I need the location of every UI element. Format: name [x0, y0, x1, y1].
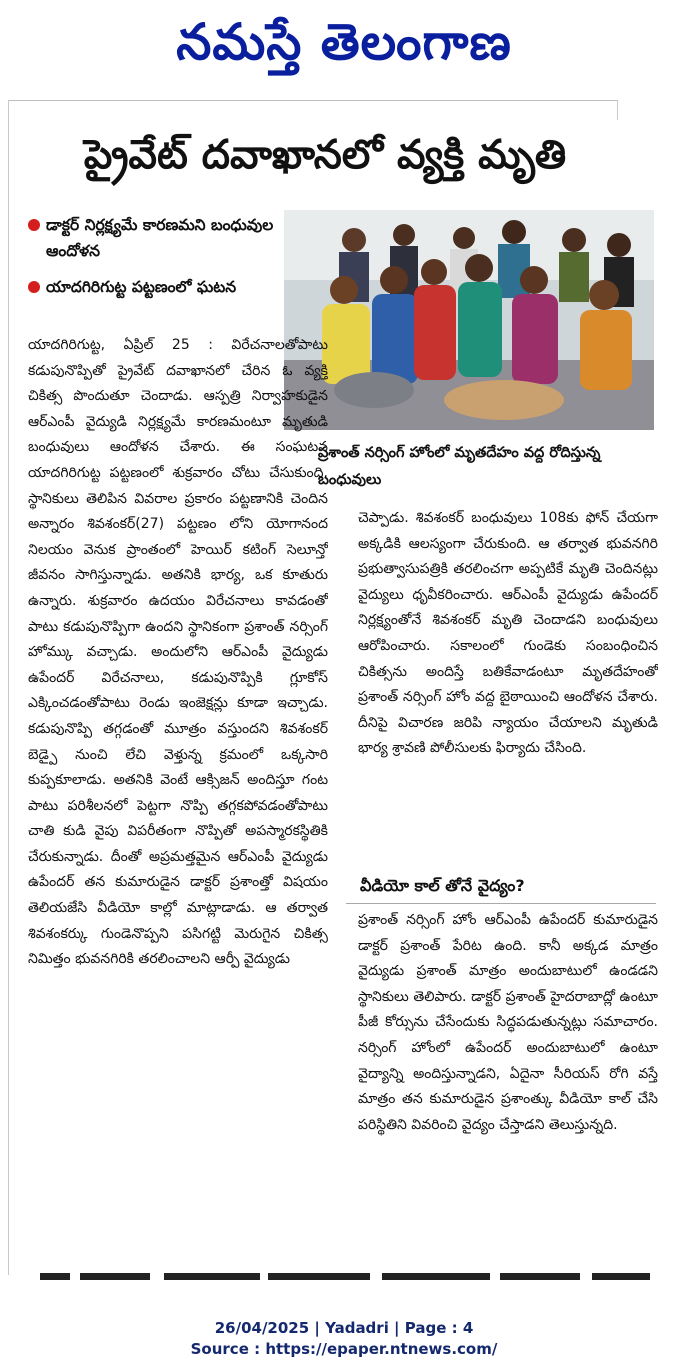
masthead: [0, 0, 688, 92]
divider: [8, 100, 618, 101]
truncated-text-strokes: [40, 1271, 650, 1280]
article-headline: ప్రైవేట్ దవాఖానలో వ్యక్తి మృతి: [83, 132, 567, 178]
highlight-item: [28, 274, 283, 300]
cut-off-next-headline: [40, 1268, 650, 1280]
article-column-3: ప్రశాంత్ నర్సింగ్ హోం ఆర్ఎంపీ ఉపేందర్ కుమారుడైన డాక్టర్ ప్రశాంత్ పేరిట ఉంది. కానీ అక్కడ మాత్రం వైద్యుడు ప్రశాంత్ మాత్రం అందుబాటులో ఉండడని స్థానికులు తెలిపారు. డాక్టర్ ప్రశాంత్ హైదరాబాద్లో ఉంటూ పీజీ కోర్సును చేసేందుకు సిద్ధపడుతున్నట్లు సమాచారం. నర్సింగ్ హోంలో ఉపేందర్ అందుబాటులో ఉంటూ వైద్యాన్ని అందిస్తున్నాడని, ఏదైనా సీరియస్ రోగి వస్తే మాత్రం తన కుమారుడైన ప్రశాంత్కు వీడియో కాల్ చేసి పరిస్థితిని వివరించి వైద్యం చేస్తాడని తెలుస్తున్నది.: [358, 912, 658, 1133]
highlights: [28, 212, 283, 310]
footer-date-edition: 26/04/2025 | Yadadri | Page : 4: [214, 1319, 474, 1337]
photo-caption: ప్రశాంత్ నర్సింగ్ హోంలో మృతదేహం వద్ద రోదిస్తున్న బంధువులు: [318, 445, 601, 488]
news-photo: [284, 210, 654, 430]
mourning-crowd-photo: [284, 210, 654, 430]
article-column-1: యాదగిరిగుట్ట, ఏప్రిల్ 25 : విరేచనాలతోపాటు కడుపునొప్పితో ప్రైవేట్ దవాఖానలో చేరిన ఓ వ్యక్తి చికిత్స పొందుతూ చెందాడు. ఆస్పత్రి నిర్వాహకుడైన ఆర్ఎంపీ వైద్యుడి నిర్లక్ష్యమే కారణమంటూ మృతుడి బంధువులు ఆందోళన చేశారు. ఈ సంఘటన యాదగిరిగుట్ట పట్టణంలో శుక్రవారం చోటు చేసుకుంది. స్థానికులు తెలిపిన వివరాల ప్రకారం పట్టణానికి చెందిన అన్నారం శివశంకర్(27) పట్టణం లోని యోగానంద నిలయం వెనుక ప్రాంతంలో హెయిర్ కటింగ్ సెలూన్తో జీవనం సాగిస్తున్నాడు. అతనికి భార్య, ఒక కూతురు ఉన్నారు. శుక్రవారం ఉదయం విరేచనాలు కావడంతో పాటు కడుపునొప్పిగా ఉందని స్థానికంగా ప్రశాంత్ నర్సింగ్ హోమ్కు వచ్చాడు. అందులోని ఆర్ఎంపీ వైద్యుడు ఉపేందర్ విరేచనాలు, కడుపునొప్పికి గ్లూకోస్ ఎక్కించడంతోపాటు రెండు ఇంజెక్షన్లు కూడా ఇచ్చాడు. కడుపునొప్పి తగ్గడంతో మూత్రం వస్తుందని శివశంకర్ బెడ్పై నుంచి లేచి వెళ్తున్న క్రమంలో ఒక్కసారి కుప్పకూలాడు. అతనికి వెంటే ఆక్సిజన్ అందిస్తూ గంట పాటు పరిశీలనలో పెట్టగా నొప్పి తగ్గకపోవడంతోపాటు చాతి కుడి వైపు విపరీతంగా నొప్పితో అపస్మారకస్థితికి చేరుకున్నాడు. దీంతో అప్రమత్తమైన ఆర్ఎంపీ వైద్యుడు ఉపేందర్ తన కుమారుడైన డాక్టర్ ప్రశాంత్తో విషయం తెలియజేసి వీడియో కాల్లో మాట్లాడాడు. ఆ తర్వాత శివశంకర్కు గుండెనొప్పని పసిగట్టి మెరుగైన చికిత్స నిమిత్తం భువనగిరికి తరలించాలని ఆర్పీ వైద్యుడు: [28, 337, 328, 968]
footer-source: Source : https://epaper.ntnews.com/: [190, 1340, 498, 1358]
page-footer: [0, 1318, 688, 1360]
article-column-2: చెప్పాడు. శివశంకర్ బంధువులు 108కు ఫోన్ చేయగా అక్కడికి ఆలస్యంగా చేరుకుంది. ఆ తర్వాత భువనగిరి ప్రభుత్వాసుపత్రికి తరలించగా అప్పటికే మృతి చెందినట్లు వైద్యులు ధృవీకరించారు. ఆర్ఎంపీ వైద్యుడు ఉపేందర్ నిర్లక్ష్యంతోనే శివశంకర్ మృతి చెందాడని బంధువులు ఆరోపించారు. సకాలంలో గుండెకు సంబంధించిన చికిత్సను అందిస్తే బతికేవాడంటూ మృతదేహంతో ప్రశాంత్ నర్సింగ్ హోం వద్ద బైఠాయించి ఆందోళన చేశారు. దీనిపై విచారణ జరిపి న్యాయం చేయాలని మృతుడి భార్య శ్రావణి పోలీసులకు ఫిర్యాదు చేసింది.: [358, 510, 658, 757]
bullet-dot-icon: [28, 219, 40, 231]
newspaper-title: నమస్తే తెలంగాణ: [176, 13, 512, 71]
bullet-dot-icon: [28, 281, 40, 293]
article-subheading: వీడియో కాల్ తోనే వైద్యం?: [346, 873, 656, 904]
column-rule: [8, 100, 9, 1275]
highlight-text: డాక్టర్ నిర్లక్ష్యమే కారణమని బంధువుల ఆందోళన: [46, 216, 274, 260]
highlight-text: యాదగిరిగుట్ట పట్టణంలో ఘటన: [46, 278, 237, 296]
highlight-item: [28, 212, 283, 264]
